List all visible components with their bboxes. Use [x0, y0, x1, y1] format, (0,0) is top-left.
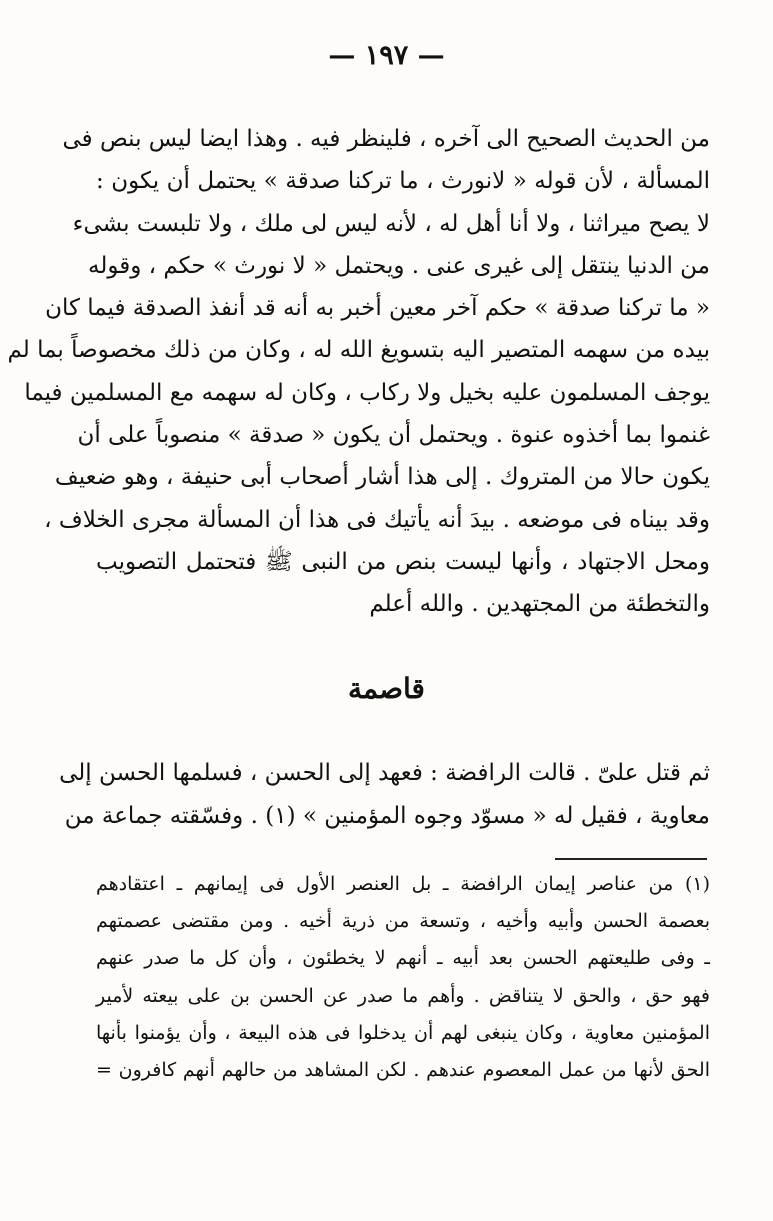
footnote [96, 866, 710, 1089]
footnote-line: (١) من عناصر إيمان الرافضة ـ بل العنصر الأول فى إيمانهم ـ اعتقادهم [96, 873, 710, 895]
footnote-line: ـ وفى طليعتهم الحسن بعد أبيه ـ أنهم لا يخطئون ، وأن كل ما صدر عنهم [96, 947, 710, 970]
text-line: والتخطئة من المجتهدين . والله أعلم [369, 591, 710, 618]
text-line: معاوية ، فقيل له « مسوّد وجوه المؤمنين » (١) . وفسّقته جماعة من [64, 803, 710, 829]
footnote-line: الحق لأنها من عمل المعصوم عندهم . لكن المشاهد من حالهم أنهم كافرون = [96, 1059, 710, 1082]
section-paragraph [59, 752, 710, 838]
footnote-line: بعصمة الحسن وأبيه وأخيه ، وتسعة من ذرية أخيه . ومن مقتضى عصمتهم [96, 910, 710, 933]
text-line: ثم قتل علىّ . قالت الرافضة : فعهد إلى الحسن ، فسلمها الحسن إلى [59, 760, 710, 786]
section-heading: قاصمة [348, 672, 425, 705]
footnote-divider [555, 858, 707, 860]
text-line: بيده من سهمه المتصير اليه بتسويغ الله له ، وكان من ذلك مخصوصاً بما لم [7, 337, 710, 364]
footnote-line: فهو حق ، والحق لا يتناقض . وأهم ما صدر عن الحسن بن على بيعته لأمير [96, 984, 710, 1007]
text-line: « ما تركنا صدقة » حكم آخر معين أخبر به أنه قد أنفذ الصدقة فيما كان [45, 295, 710, 322]
text-line: ومحل الاجتهاد ، وأنها ليست بنص من النبى ﷺ فتحتمل التصويب [96, 548, 710, 575]
text-line: المسألة ، لأن قوله « لانورث ، ما تركنا صدقة » يحتمل أن يكون : [96, 168, 710, 195]
text-line: من الحديث الصحيح الى آخره ، فلينظر فيه . وهذا ايضا ليس بنص فى [62, 126, 710, 152]
text-line: من الدنيا ينتقل إلى غيرى عنى . ويحتمل « لا نورث » حكم ، وقوله [88, 252, 710, 279]
text-line: وقد بيناه فى موضعه . بيدَ أنه يأتيك فى هذا أن المسألة مجرى الخلاف ، [44, 506, 710, 533]
page-number: — ١٩٧ — [328, 40, 445, 71]
footnote-line: المؤمنين معاوية ، وكان ينبغى لهم أن يدخلوا فى هذه البيعة ، وأن يؤمنوا بأنها [96, 1021, 710, 1044]
text-line: غنموا بما أخذوه عنوة . ويحتمل أن يكون « صدقة » منصوباً على أن [77, 422, 710, 449]
text-line: لا يصح ميراثنا ، ولا أنا أهل له ، لأنه ليس لى ملك ، ولا تلبست بشىء [72, 210, 710, 237]
text-line: يكون حالا من المتروك . إلى هذا أشار أصحاب أبى حنيفة ، وهو ضعيف [54, 464, 710, 491]
text-line: يوجف المسلمون عليه بخيل ولا ركاب ، وكان له سهمه مع المسلمين فيما [24, 379, 710, 406]
main-paragraph [7, 118, 710, 626]
